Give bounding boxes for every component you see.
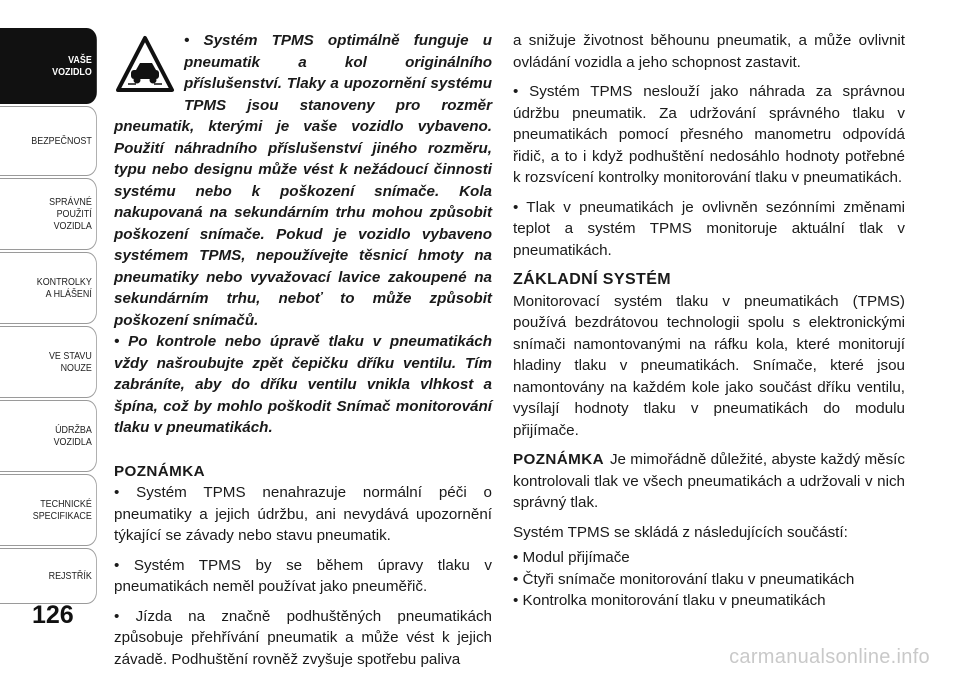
tab-spravne-pouziti[interactable] <box>0 178 97 250</box>
warning-paragraph-1: • Systém TPMS optimálně funguje u pneumatik a kol originálního příslušenství. Tlaky a upozornění systému TPMS jsou stanoveny pro rozměr pneumatik, kterými je vaše vozidlo vybaveno. Použití náhradního příslušenství jiného rozměru, typu nebo designu může vést k nežádoucí činnosti systému nebo k poškození snímače. Kola nakupovaná na sekundárním trhu mohou způsobit poškození snímače. Pokud je vozidlo vybaveno systémem TPMS, nepoužívejte těsnicí hmoty na pneumatiky nebo vyvažovací lavice zakoupené na sekundárním trhu, neboť to může způsobit poškození snímačů. <box>114 32 492 329</box>
note-paragraph <box>513 449 905 514</box>
tab-rejstrik[interactable] <box>0 548 97 604</box>
list-item: • Kontrolka monitorování tlaku v pneumatikách <box>513 592 826 609</box>
watermark: carmanualsonline.info <box>729 646 930 668</box>
tab-ve-stavu-nouze[interactable] <box>0 326 97 398</box>
warning-paragraph-2: • Po kontrole nebo úpravě tlaku v pneumatikách vždy našroubujte zpět čepičku dříku ventilu. Tím zabráníte, aby do dříku ventilu vnikla vlhkost a špína, což by mohlo poškodit Snímač monitorování tlaku v pneumatikách. <box>114 333 492 436</box>
note-item: • Systém TPMS by se během úpravy tlaku v pneumatikách neměl používat jako pneuměřič. <box>114 556 492 595</box>
tab-udrzba[interactable] <box>0 400 97 472</box>
chapter-tab-rail <box>0 0 98 678</box>
warning-block <box>114 30 492 439</box>
note-item: • Jízda na značně podhuštěných pneumatikách způsobuje přehřívání pneumatik a může vést k jejich závadě. Podhuštění rovněž zvyšuje spotřebu paliva <box>114 607 492 668</box>
tab-label: KONTROLKY A HLÁŠENÍ <box>36 276 92 300</box>
tab-vase-vozidlo[interactable] <box>0 28 97 104</box>
tab-label: SPRÁVNÉ POUŽITÍ VOZIDLA <box>49 196 92 232</box>
tab-label: REJSTŘÍK <box>48 570 92 582</box>
tab-technicke-specifikace[interactable] <box>0 474 97 546</box>
components-list <box>513 547 905 612</box>
components-intro: Systém TPMS se skládá z následujících součástí: <box>513 523 848 541</box>
tab-bezpecnost[interactable] <box>0 106 97 176</box>
tab-label: ÚDRŽBA VOZIDLA <box>53 424 92 448</box>
tab-label: TECHNICKÉ SPECIFIKACE <box>32 498 92 522</box>
continuation-text: a snižuje životnost běhounu pneumatik, a může ovlivnit ovládání vozidla a jeho schopnost zastavit. <box>513 32 905 71</box>
tab-kontrolky[interactable] <box>0 252 97 324</box>
note-label: POZNÁMKA <box>513 451 604 468</box>
note-text: Je mimořádně důležité, abyste každý měsíc kontrolovali tlak ve všech pneumatikách a udržovali v nich správný tlak. <box>513 451 905 511</box>
section-heading: ZÁKLADNÍ SYSTÉM <box>513 271 671 288</box>
page-number: 126 <box>32 601 74 629</box>
bullet-item: • Tlak v pneumatikách je ovlivněn sezónními změnami teplot a systém TPMS monitoruje aktuální tlak v pneumatikách. <box>513 198 905 259</box>
list-item: • Modul přijímače <box>513 549 630 566</box>
section-text: Monitorovací systém tlaku v pneumatikách (TPMS) používá bezdrátovou technologii spolu s elektronickými snímači namontovanými na ráfku kola, které monitorují hladiny tlaku v pneumatikách. Snímače, které jsou namontovány na každém kole jako součást dříku ventilu, vysílají hodnoty tlaku v pneumatikách do modulu přijímače. <box>513 292 905 439</box>
bullet-item: • Systém TPMS neslouží jako náhrada za správnou údržbu pneumatik. Za udržování správného tlaku v pneumatikách pomocí přesného manometru odpovídá řidič, a to i když podhuštění nedosáhlo hodnoty potřebné k rozsvícení kontrolky monitorování tlaku v pneumatikách. <box>513 83 905 186</box>
warning-triangle-icon <box>114 32 176 96</box>
list-item: • Čtyři snímače monitorování tlaku v pneumatikách <box>513 570 855 588</box>
tab-label: VAŠE VOZIDLO <box>52 54 92 78</box>
right-column <box>513 30 905 612</box>
tab-label: BEZPEČNOST <box>31 135 92 147</box>
left-column <box>114 30 492 678</box>
note-item: • Systém TPMS nenahrazuje normální péči o pneumatiky a jejich údržbu, ani nevydává upozornění týkající se závady nebo stavu pneumatik. <box>114 484 492 544</box>
tab-label: VE STAVU NOUZE <box>48 350 92 374</box>
note-heading: POZNÁMKA <box>114 462 205 480</box>
